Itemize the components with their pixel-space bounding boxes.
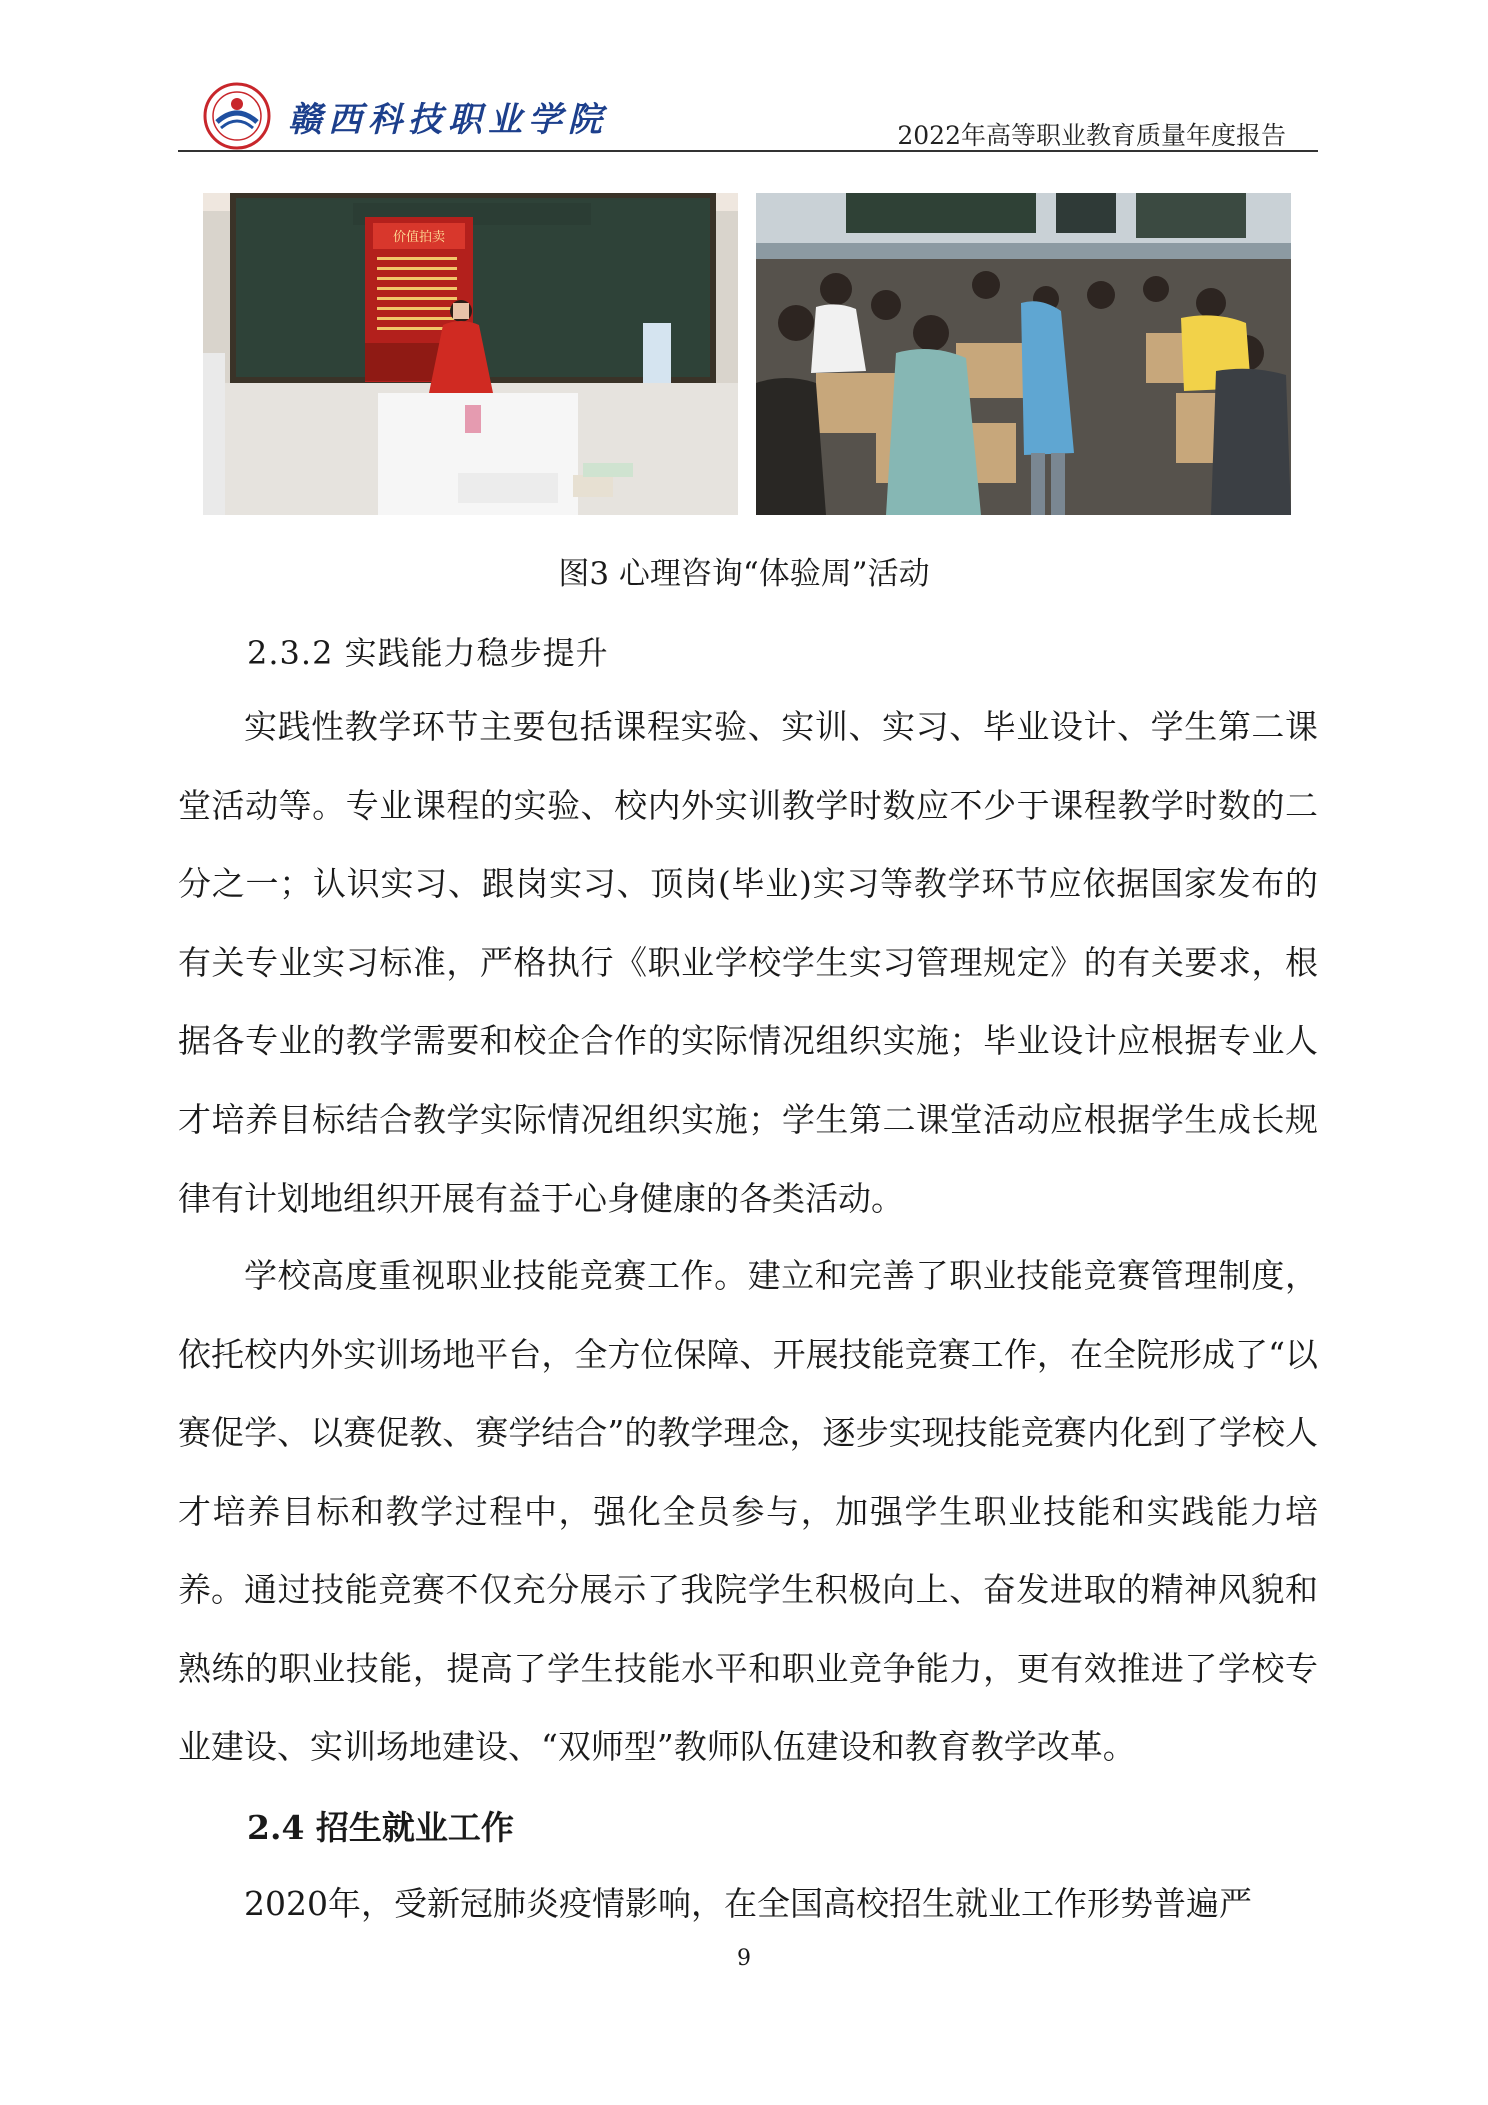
school-name: 赣西科技职业学院: [288, 100, 608, 140]
classroom-teacher-photo: [203, 193, 738, 515]
body-paragraph: 学校高度重视职业技能竞赛工作。建立和完善了职业技能竞赛管理制度，依托校内外实训场地平台，全方位保障、开展技能竞赛工作，在全院形成了“以赛促学、以赛促教、赛学结合”的教学理念，逐步实现技能竞赛内化到了学校人才培养目标和教学过程中，强化全员参与，加强学生职业技能和实践能力培养。: [178, 1256, 1318, 1610]
poster-title: 价值拍卖: [392, 230, 446, 245]
classroom-students-photo: [756, 193, 1291, 515]
school-logo-icon: [203, 82, 271, 150]
figure-photos: [203, 193, 1293, 515]
section-heading-2-3-2: 2.3.2 实践能力稳步提升: [247, 634, 609, 672]
figure-caption: 图3 心理咨询“体验周”活动: [558, 556, 930, 592]
body-paragraph: 通过技能竞赛不仅充分展示了我院学生积极向上、奋发进取的精神风貌和熟练的职业技能，提高了学生技能水平和职业竞争能力，更有效推进了学校专业建设、实训场地建设、“双师型”教师队伍建设和教育教学改革。: [178, 1570, 1318, 1767]
section-heading-2-4: 2.4 招生就业工作: [247, 1808, 514, 1847]
page-number: 9: [737, 1946, 751, 1971]
page-header: [178, 70, 1318, 155]
report-title: 2022年高等职业教育质量年度报告: [897, 121, 1286, 150]
header-divider: [178, 150, 1318, 152]
body-paragraph: 实践性教学环节主要包括课程实验、实训、实习、毕业设计、学生第二课堂活动等。专业课程的实验、校内外实训教学时数应不少于课程教学时数的二分之一；认识实习、跟岗实习、顶岗(毕业)实习等教学环节应依据国家发布的有关专业实习标准，严格执行《职业学校学生实习管理规定》的有关要求，根据各专业的教学需要和校企合作的实际情况组织实施；毕业设计应根据专业人才培养目标结合教学实际情况组织实施；学生第二课堂活动应根据学生成长规律有计划地组织开展有益于心身健康的各类活动。: [178, 707, 1318, 1218]
body-paragraph: 2020年，受新冠肺炎疫情影响，在全国高校招生就业工作形势普遍严: [244, 1884, 1252, 1923]
